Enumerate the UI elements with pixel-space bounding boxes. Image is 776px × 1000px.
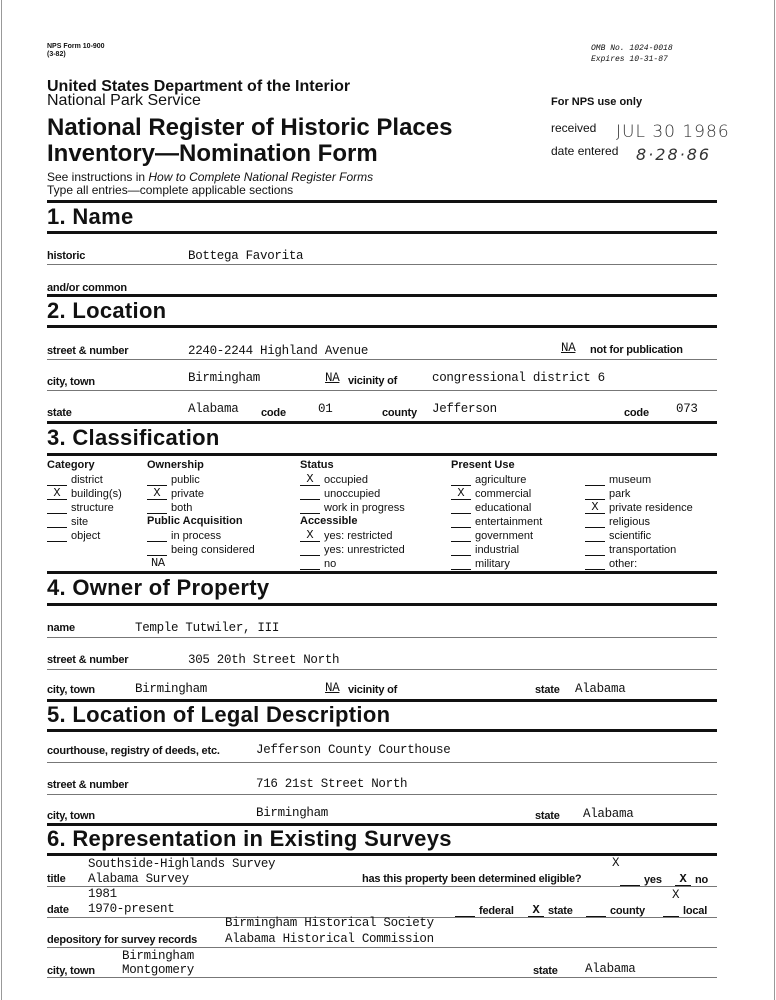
classification-option[interactable] [147, 544, 255, 556]
option-checkbox[interactable]: X [451, 488, 471, 500]
classification-option[interactable] [47, 488, 122, 500]
nps-use-only: For NPS use only [551, 96, 643, 108]
divider [47, 886, 717, 887]
divider [47, 421, 717, 424]
option-checkbox[interactable] [451, 544, 471, 556]
option-label: private residence [609, 502, 693, 514]
section-6-title: 6. Representation in Existing Surveys [47, 826, 452, 851]
vicinity-label: vicinity of [348, 375, 398, 387]
option-label: transportation [609, 544, 677, 556]
option-checkbox[interactable] [300, 558, 320, 570]
classification-option[interactable] [300, 558, 336, 570]
owner-street-label: street & number [47, 654, 129, 666]
option-checkbox[interactable]: X [300, 530, 320, 542]
divider [47, 294, 717, 297]
option-checkbox[interactable] [451, 530, 471, 542]
county-label: county [382, 407, 417, 419]
form-revision: (3-82) [47, 51, 66, 58]
county-code-value[interactable]: 073 [676, 402, 698, 416]
no-label: no [695, 874, 709, 886]
option-checkbox[interactable] [585, 530, 605, 542]
classification-note: NA [151, 556, 165, 570]
classification-option[interactable] [147, 502, 192, 514]
survey-state-label: state [533, 965, 558, 977]
divider [47, 231, 717, 234]
option-label: educational [475, 502, 532, 514]
local-mark-above: X [672, 888, 680, 902]
classification-heading: Accessible [300, 515, 358, 527]
option-label: being considered [171, 544, 255, 556]
survey-date-label: date [47, 904, 69, 916]
section-5-title: 5. Location of Legal Description [47, 702, 391, 727]
option-checkbox[interactable] [300, 502, 320, 514]
level-federal[interactable] [455, 905, 514, 917]
expires: Expires 10-31-87 [591, 55, 668, 64]
option-checkbox[interactable] [47, 474, 67, 486]
option-label: site [71, 516, 89, 528]
classification-option[interactable] [451, 558, 510, 570]
section-3-title: 3. Classification [47, 425, 220, 450]
owner-city-value[interactable]: Birmingham [135, 682, 208, 696]
option-label: both [171, 502, 193, 514]
owner-city-label: city, town [47, 684, 95, 696]
divider [47, 669, 717, 670]
option-label: yes: unrestricted [324, 544, 405, 556]
divider [47, 762, 717, 763]
eligible-yes[interactable] [620, 874, 662, 886]
option-checkbox[interactable]: X [47, 488, 67, 500]
survey-title-1[interactable]: Southside-Highlands Survey [88, 857, 276, 871]
not-for-publication-label: not for publication [590, 344, 683, 356]
divider [47, 947, 717, 948]
option-label: work in progress [324, 502, 405, 514]
code-label: code [261, 407, 286, 419]
option-label: structure [71, 502, 114, 514]
page-edge-right [774, 0, 775, 1000]
option-checkbox[interactable] [300, 488, 320, 500]
classification-option[interactable] [451, 516, 542, 528]
classification-option[interactable] [451, 502, 531, 514]
street-value[interactable]: 2240-2244 Highland Avenue [188, 344, 369, 358]
depository-2[interactable]: Alabama Historical Commission [225, 932, 434, 946]
option-label: entertainment [475, 516, 543, 528]
option-checkbox[interactable] [585, 544, 605, 556]
state-value[interactable]: Alabama [188, 402, 239, 416]
classification-option[interactable] [300, 474, 368, 486]
option-label: object [71, 530, 101, 542]
survey-city-1[interactable]: Birmingham [122, 949, 195, 963]
owner-name-value[interactable]: Temple Tutwiler, III [135, 621, 280, 635]
owner-street-value[interactable]: 305 20th Street North [188, 653, 340, 667]
option-checkbox[interactable]: X [585, 502, 605, 514]
county-level-label: county [610, 905, 645, 917]
level-local[interactable] [663, 905, 707, 917]
option-checkbox[interactable] [147, 474, 167, 486]
classification-heading: Public Acquisition [147, 515, 243, 527]
owner-state-label: state [535, 684, 560, 696]
legal-city-label: city, town [47, 810, 95, 822]
classification-option[interactable] [451, 530, 533, 542]
survey-state-value[interactable]: Alabama [585, 962, 636, 976]
option-checkbox[interactable] [300, 544, 320, 556]
classification-option[interactable] [585, 558, 637, 570]
classification-heading: Category [47, 459, 95, 471]
service: National Park Service [47, 92, 201, 109]
classification-heading: Present Use [451, 459, 515, 471]
option-label: unoccupied [324, 488, 381, 500]
option-checkbox[interactable] [585, 516, 605, 528]
courthouse-value[interactable]: Jefferson County Courthouse [256, 743, 451, 757]
option-checkbox[interactable] [147, 544, 167, 556]
eligible-no[interactable] [675, 874, 708, 886]
option-label: district [71, 474, 103, 486]
survey-date-2[interactable]: 1970-present [88, 902, 175, 916]
option-checkbox[interactable]: X [147, 488, 167, 500]
legal-state-label: state [535, 810, 560, 822]
page-edge-left [1, 0, 2, 1000]
option-label: public [171, 474, 200, 486]
received-stamp: JUL 30 1986 [616, 122, 730, 142]
option-label: building(s) [71, 488, 122, 500]
option-label: government [475, 530, 534, 542]
county-value[interactable]: Jefferson [432, 402, 497, 416]
divider [47, 977, 717, 978]
option-checkbox[interactable] [451, 474, 471, 486]
classification-option[interactable] [47, 516, 88, 528]
divider [47, 200, 717, 203]
survey-date-1[interactable]: 1981 [88, 887, 117, 901]
option-label: private [171, 488, 205, 500]
option-label: occupied [324, 474, 369, 486]
form-number: NPS Form 10-900 [47, 43, 105, 50]
county-code-label: code [624, 407, 649, 419]
code-value[interactable]: 01 [318, 402, 333, 416]
omb-number: OMB No. 1024-0018 [591, 44, 673, 53]
classification-option[interactable] [585, 502, 693, 514]
street-label: street & number [47, 345, 129, 357]
option-label: commercial [475, 488, 532, 500]
divider [47, 571, 717, 574]
classification-option[interactable] [451, 488, 531, 500]
classification-option[interactable] [147, 488, 204, 500]
option-label: other: [609, 558, 638, 570]
option-checkbox[interactable] [147, 530, 167, 542]
received-label: received [551, 121, 597, 135]
option-label: industrial [475, 544, 520, 556]
instructions [47, 171, 373, 183]
option-checkbox[interactable] [585, 474, 605, 486]
historic-label: historic [47, 250, 86, 262]
survey-title-label: title [47, 873, 66, 885]
eligible-mark-above: X [612, 856, 620, 870]
state-label: state [47, 407, 72, 419]
historic-value[interactable]: Bottega Favorita [188, 249, 304, 263]
option-checkbox[interactable]: X [300, 474, 320, 486]
courthouse-label: courthouse, registry of deeds, etc. [47, 745, 220, 757]
divider [47, 453, 717, 456]
local-label: local [683, 905, 708, 917]
instructions-2: Type all entries—complete applicable sections [47, 183, 294, 197]
option-checkbox[interactable] [451, 502, 471, 514]
classification-option[interactable] [585, 544, 676, 556]
classification-option[interactable] [147, 474, 200, 486]
classification-option[interactable] [585, 474, 651, 486]
option-label: no [324, 558, 337, 570]
option-checkbox[interactable] [585, 558, 605, 570]
depository-label: depository for survey records [47, 934, 198, 946]
section-4-title: 4. Owner of Property [47, 575, 270, 600]
option-label: yes: restricted [324, 530, 393, 542]
survey-title-2[interactable]: Alabama Survey [88, 872, 189, 886]
date-entered-label: date entered [551, 144, 619, 158]
date-entered-handwritten: 8·28·86 [636, 145, 712, 164]
divider [47, 390, 717, 391]
city-label: city, town [47, 376, 95, 388]
divider [47, 794, 717, 795]
common-name-label: and/or common [47, 282, 127, 294]
instructions-text: See instructions in [47, 170, 149, 184]
option-checkbox[interactable] [47, 502, 67, 514]
survey-city-label: city, town [47, 965, 95, 977]
form-title-2: Inventory—Nomination Form [47, 140, 378, 167]
divider [47, 264, 717, 265]
section-2-title: 2. Location [47, 298, 167, 323]
classification-option[interactable] [585, 530, 651, 542]
classification-option[interactable] [147, 530, 221, 542]
state-level-label: state [548, 905, 573, 917]
congressional-district[interactable]: congressional district 6 [432, 371, 605, 385]
classification-option[interactable] [47, 530, 100, 542]
owner-vicinity-label: vicinity of [348, 684, 398, 696]
county-checkbox[interactable] [586, 905, 606, 917]
local-checkbox[interactable] [663, 905, 679, 917]
legal-street-value[interactable]: 716 21st Street North [256, 777, 408, 791]
divider [47, 325, 717, 328]
classification-option[interactable] [300, 488, 380, 500]
eligible-question: has this property been determined eligible? [362, 873, 582, 885]
option-label: park [609, 488, 631, 500]
yes-label: yes [644, 874, 662, 886]
option-checkbox[interactable] [47, 530, 67, 542]
option-label: agriculture [475, 474, 527, 486]
survey-city-2[interactable]: Montgomery [122, 963, 195, 977]
classification-option[interactable] [47, 474, 103, 486]
no-checkbox[interactable]: X [675, 874, 691, 886]
classification-option[interactable] [300, 544, 405, 556]
divider [47, 359, 717, 360]
option-checkbox[interactable] [147, 502, 167, 514]
divider [47, 637, 717, 638]
department: United States Department of the Interior [47, 78, 351, 95]
option-checkbox[interactable] [47, 516, 67, 528]
level-state[interactable] [528, 905, 573, 917]
owner-vicinity-mark[interactable]: NA [325, 681, 340, 695]
form-title-1: National Register of Historic Places [47, 114, 453, 141]
divider [47, 729, 717, 732]
classification-option[interactable] [300, 502, 405, 514]
legal-city-value[interactable]: Birmingham [256, 806, 329, 820]
section-1-title: 1. Name [47, 204, 134, 229]
classification-option[interactable] [300, 530, 392, 542]
classification-option[interactable] [585, 488, 630, 500]
option-label: religious [609, 516, 650, 528]
option-label: in process [171, 530, 222, 542]
divider [47, 603, 717, 606]
not-for-publication-mark[interactable]: NA [561, 341, 576, 355]
classification-option[interactable] [451, 544, 519, 556]
option-label: museum [609, 474, 652, 486]
level-county[interactable] [586, 905, 645, 917]
vicinity-mark[interactable]: NA [325, 371, 340, 385]
classification-option[interactable] [451, 474, 526, 486]
owner-state-value[interactable]: Alabama [575, 682, 626, 696]
instructions-reference: How to Complete National Register Forms [148, 170, 374, 184]
option-checkbox[interactable] [451, 558, 471, 570]
classification-option[interactable] [585, 516, 650, 528]
option-label: scientific [609, 530, 652, 542]
option-label: military [475, 558, 510, 570]
federal-checkbox[interactable] [455, 905, 475, 917]
classification-option[interactable] [47, 502, 114, 514]
legal-street-label: street & number [47, 779, 129, 791]
legal-state-value[interactable]: Alabama [583, 807, 634, 821]
option-checkbox[interactable] [585, 488, 605, 500]
city-value[interactable]: Birmingham [188, 371, 261, 385]
classification-heading: Ownership [147, 459, 204, 471]
classification-heading: Status [300, 459, 334, 471]
depository-1[interactable]: Birmingham Historical Society [225, 916, 434, 930]
option-checkbox[interactable] [451, 516, 471, 528]
state-checkbox[interactable]: X [528, 905, 544, 917]
yes-checkbox[interactable] [620, 874, 640, 886]
owner-name-label: name [47, 622, 75, 634]
federal-label: federal [479, 905, 514, 917]
